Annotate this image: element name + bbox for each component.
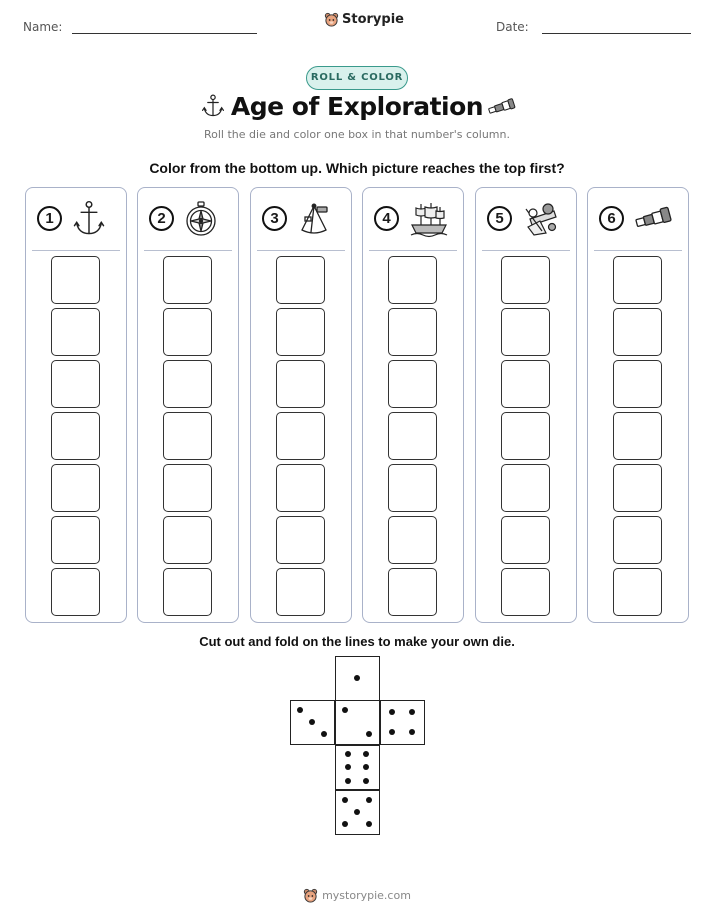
name-line[interactable] xyxy=(72,33,257,34)
subtitle: Roll the die and color one box in that number's column. xyxy=(204,128,510,141)
die-pip xyxy=(363,751,369,757)
column-5 xyxy=(475,187,577,623)
color-box[interactable] xyxy=(388,360,437,408)
activity-badge: ROLL & COLOR xyxy=(306,66,408,90)
color-box[interactable] xyxy=(51,308,100,356)
color-box[interactable] xyxy=(501,464,550,512)
storypie-bear-icon xyxy=(303,888,318,903)
die-pip xyxy=(389,709,395,715)
die-pip xyxy=(409,729,415,735)
die-pip xyxy=(345,778,351,784)
compass-icon xyxy=(184,200,218,238)
color-box[interactable] xyxy=(388,568,437,616)
color-box[interactable] xyxy=(613,360,662,408)
color-box[interactable] xyxy=(276,256,325,304)
color-box[interactable] xyxy=(276,516,325,564)
column-number: 5 xyxy=(487,206,512,231)
color-box[interactable] xyxy=(501,308,550,356)
column-divider xyxy=(482,250,570,251)
color-box[interactable] xyxy=(51,360,100,408)
date-label: Date: xyxy=(496,20,529,34)
die-pip xyxy=(321,731,327,737)
color-box[interactable] xyxy=(613,412,662,460)
column-6 xyxy=(587,187,689,623)
column-divider xyxy=(369,250,457,251)
die-face-4 xyxy=(380,700,425,745)
color-box[interactable] xyxy=(51,568,100,616)
column-2 xyxy=(137,187,239,623)
column-divider xyxy=(257,250,345,251)
column-number: 6 xyxy=(599,206,624,231)
sextant-icon xyxy=(297,200,333,238)
color-box[interactable] xyxy=(163,360,212,408)
die-pip xyxy=(297,707,303,713)
die-pip xyxy=(342,821,348,827)
instruction-text: Color from the bottom up. Which picture reaches the top first? xyxy=(149,160,565,176)
column-number: 3 xyxy=(262,206,287,231)
brand-name: Storypie xyxy=(342,12,404,27)
color-box[interactable] xyxy=(163,256,212,304)
color-box[interactable] xyxy=(163,464,212,512)
die-pip xyxy=(389,729,395,735)
color-box[interactable] xyxy=(51,464,100,512)
cut-instruction: Cut out and fold on the lines to make your own die. xyxy=(199,634,515,649)
color-box[interactable] xyxy=(388,308,437,356)
name-label: Name: xyxy=(23,20,63,34)
footer-url: mystorypie.com xyxy=(322,889,411,902)
anchor-icon xyxy=(72,200,106,238)
color-box[interactable] xyxy=(501,360,550,408)
date-line[interactable] xyxy=(542,33,691,34)
die-pip xyxy=(345,764,351,770)
map-tools-icon xyxy=(522,200,562,238)
color-box[interactable] xyxy=(501,256,550,304)
die-pip xyxy=(309,719,315,725)
die-pip xyxy=(342,707,348,713)
footer xyxy=(0,888,714,903)
column-divider xyxy=(32,250,120,251)
color-box[interactable] xyxy=(613,256,662,304)
color-box[interactable] xyxy=(613,308,662,356)
color-box[interactable] xyxy=(163,308,212,356)
die-face-6 xyxy=(335,745,380,790)
page-title: Age of Exploration xyxy=(230,92,484,121)
color-box[interactable] xyxy=(613,516,662,564)
die-pip xyxy=(345,751,351,757)
die-pip xyxy=(363,778,369,784)
color-box[interactable] xyxy=(501,516,550,564)
color-box[interactable] xyxy=(51,412,100,460)
spyglass-icon xyxy=(634,200,674,236)
column-3 xyxy=(250,187,352,623)
die-pip xyxy=(354,675,360,681)
die-pip xyxy=(366,797,372,803)
column-number: 1 xyxy=(37,206,62,231)
color-box[interactable] xyxy=(501,568,550,616)
color-box[interactable] xyxy=(163,412,212,460)
brand-logo xyxy=(324,12,404,27)
color-box[interactable] xyxy=(51,516,100,564)
die-pip xyxy=(342,797,348,803)
color-box[interactable] xyxy=(276,412,325,460)
color-box[interactable] xyxy=(276,568,325,616)
die-pip xyxy=(354,809,360,815)
color-box[interactable] xyxy=(388,256,437,304)
color-box[interactable] xyxy=(613,464,662,512)
color-box[interactable] xyxy=(388,464,437,512)
die-pip xyxy=(366,731,372,737)
color-box[interactable] xyxy=(163,568,212,616)
ship-icon xyxy=(409,200,449,238)
column-4 xyxy=(362,187,464,623)
storypie-bear-icon xyxy=(324,12,339,27)
color-box[interactable] xyxy=(613,568,662,616)
die-face-2 xyxy=(335,700,380,745)
column-1 xyxy=(25,187,127,623)
die-face-3 xyxy=(290,700,335,745)
color-box[interactable] xyxy=(276,308,325,356)
die-pip xyxy=(366,821,372,827)
color-box[interactable] xyxy=(163,516,212,564)
color-box[interactable] xyxy=(388,412,437,460)
column-divider xyxy=(594,250,682,251)
color-box[interactable] xyxy=(276,360,325,408)
color-box[interactable] xyxy=(51,256,100,304)
column-number: 2 xyxy=(149,206,174,231)
die-pip xyxy=(409,709,415,715)
color-box[interactable] xyxy=(501,412,550,460)
die-pip xyxy=(363,764,369,770)
color-box[interactable] xyxy=(276,464,325,512)
die-face-5 xyxy=(335,790,380,835)
column-divider xyxy=(144,250,232,251)
color-box[interactable] xyxy=(388,516,437,564)
column-number: 4 xyxy=(374,206,399,231)
spyglass-icon xyxy=(486,96,518,116)
die-face-1 xyxy=(335,656,380,701)
